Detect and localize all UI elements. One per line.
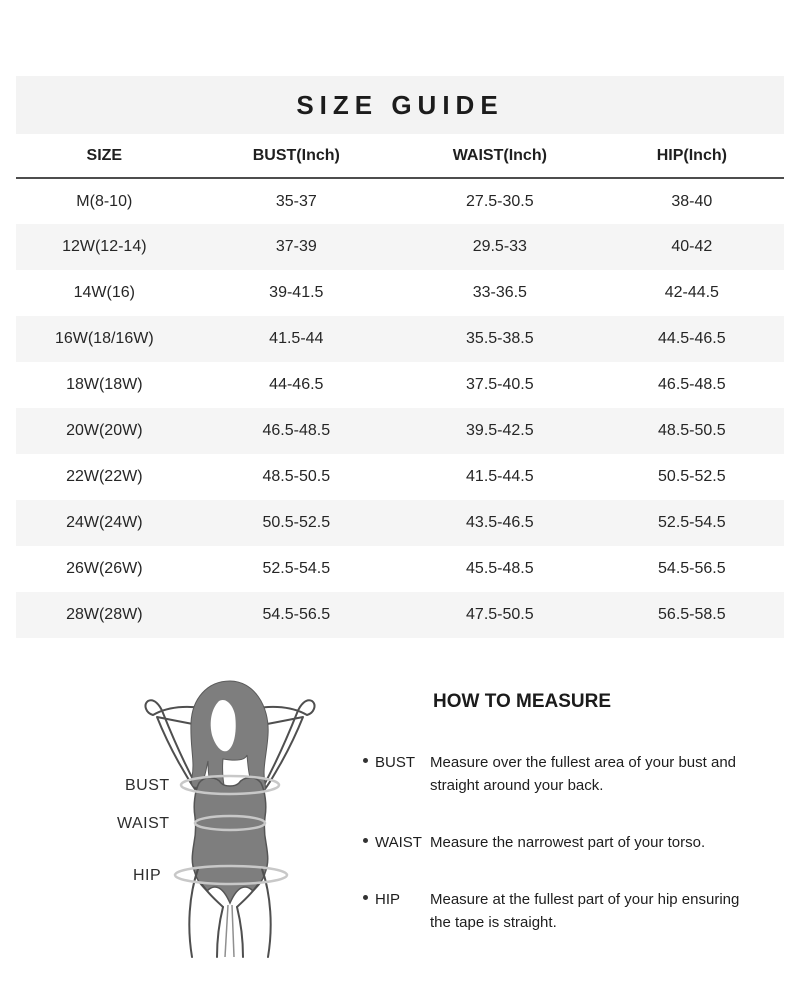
waist-cell: 47.5-50.5 — [466, 606, 534, 623]
waist-cell: 33-36.5 — [472, 284, 527, 301]
tape-strings — [225, 905, 234, 957]
hip-cell: 48.5-50.5 — [658, 422, 726, 439]
size-row — [16, 592, 784, 638]
bullet-dot-icon — [360, 751, 375, 797]
woman-figure-illustration — [95, 665, 335, 965]
size-cell: 16W(18/16W) — [54, 330, 154, 347]
size-row — [16, 362, 784, 408]
measure-item-bust — [360, 751, 750, 797]
size-cell: 20W(20W) — [66, 422, 143, 439]
bust-cell: 35-37 — [275, 192, 317, 210]
size-guide-header — [16, 76, 784, 134]
size-row — [16, 408, 784, 454]
waist-cell: 43.5-46.5 — [466, 514, 534, 531]
waist-cell: 27.5-30.5 — [466, 192, 534, 210]
size-cell: 14W(16) — [73, 284, 135, 301]
size-table — [16, 134, 784, 638]
measurement-figure — [95, 665, 335, 965]
bust-cell: 44-46.5 — [269, 376, 324, 393]
size-row — [16, 454, 784, 500]
figure-hip-label: HIP — [133, 867, 162, 884]
bullet-dot-icon — [360, 831, 375, 854]
hip-cell: 38-40 — [671, 192, 713, 210]
hip-cell: 44.5-46.5 — [658, 330, 726, 347]
size-row — [16, 270, 784, 316]
measure-item-waist — [360, 831, 750, 854]
size-row — [16, 316, 784, 362]
hip-cell: 52.5-54.5 — [658, 514, 726, 531]
measure-item-text: Measure the narrowest part of your torso. — [430, 834, 706, 851]
how-to-measure-section — [360, 691, 750, 968]
measure-items — [360, 751, 750, 934]
bust-cell: 46.5-48.5 — [262, 422, 331, 439]
measure-item-text: Measure over the fullest area of your bust and straight around your back. — [430, 754, 737, 794]
size-cell: 24W(24W) — [66, 514, 143, 531]
waist-cell: 35.5-38.5 — [466, 330, 534, 347]
size-cell: 26W(26W) — [66, 560, 143, 577]
measure-item-text: Measure at the fullest part of your hip ensuring the tape is straight. — [430, 891, 740, 931]
bust-cell: 48.5-50.5 — [262, 468, 331, 485]
measure-item-label: WAIST — [375, 834, 422, 851]
size-row — [16, 500, 784, 546]
bust-cell: 50.5-52.5 — [262, 514, 331, 531]
hip-cell: 42-44.5 — [664, 284, 719, 301]
col-header-waist: WAIST(Inch) — [452, 146, 547, 164]
hip-cell: 54.5-56.5 — [658, 560, 726, 577]
bust-cell: 52.5-54.5 — [262, 560, 331, 577]
hip-cell: 40-42 — [671, 238, 713, 255]
size-cell: 28W(28W) — [66, 606, 143, 623]
size-table-header-row — [16, 134, 784, 178]
col-header-hip: HIP(Inch) — [656, 146, 727, 164]
size-cell: 22W(22W) — [66, 468, 143, 485]
size-cell: 18W(18W) — [66, 376, 143, 393]
bust-cell: 54.5-56.5 — [262, 606, 331, 623]
col-header-bust: BUST(Inch) — [252, 146, 340, 164]
measure-item-label: BUST — [375, 754, 416, 771]
figure-waist-label: WAIST — [117, 815, 170, 832]
hip-cell: 56.5-58.5 — [658, 606, 726, 623]
size-cell: 12W(12-14) — [62, 238, 147, 255]
page-title: SIZE GUIDE — [296, 89, 504, 120]
col-header-size: SIZE — [86, 146, 123, 164]
waist-cell: 39.5-42.5 — [466, 422, 534, 439]
size-cell: M(8-10) — [76, 192, 133, 210]
waist-cell: 45.5-48.5 — [466, 560, 534, 577]
waist-cell: 37.5-40.5 — [466, 376, 534, 393]
size-row — [16, 224, 784, 270]
how-to-measure-heading: HOW TO MEASURE — [433, 691, 612, 712]
bullet-dot-icon — [360, 888, 375, 934]
bust-cell: 41.5-44 — [269, 330, 324, 347]
bust-cell: 37-39 — [275, 238, 317, 255]
measure-item-label: HIP — [375, 891, 401, 908]
measure-item-hip — [360, 888, 750, 934]
bust-cell: 39-41.5 — [269, 284, 324, 301]
size-row — [16, 178, 784, 224]
size-row — [16, 546, 784, 592]
hip-cell: 50.5-52.5 — [658, 468, 726, 485]
waist-cell: 41.5-44.5 — [466, 468, 534, 485]
hip-cell: 46.5-48.5 — [658, 376, 726, 393]
waist-cell: 29.5-33 — [472, 238, 527, 255]
figure-bust-label: BUST — [125, 777, 170, 794]
